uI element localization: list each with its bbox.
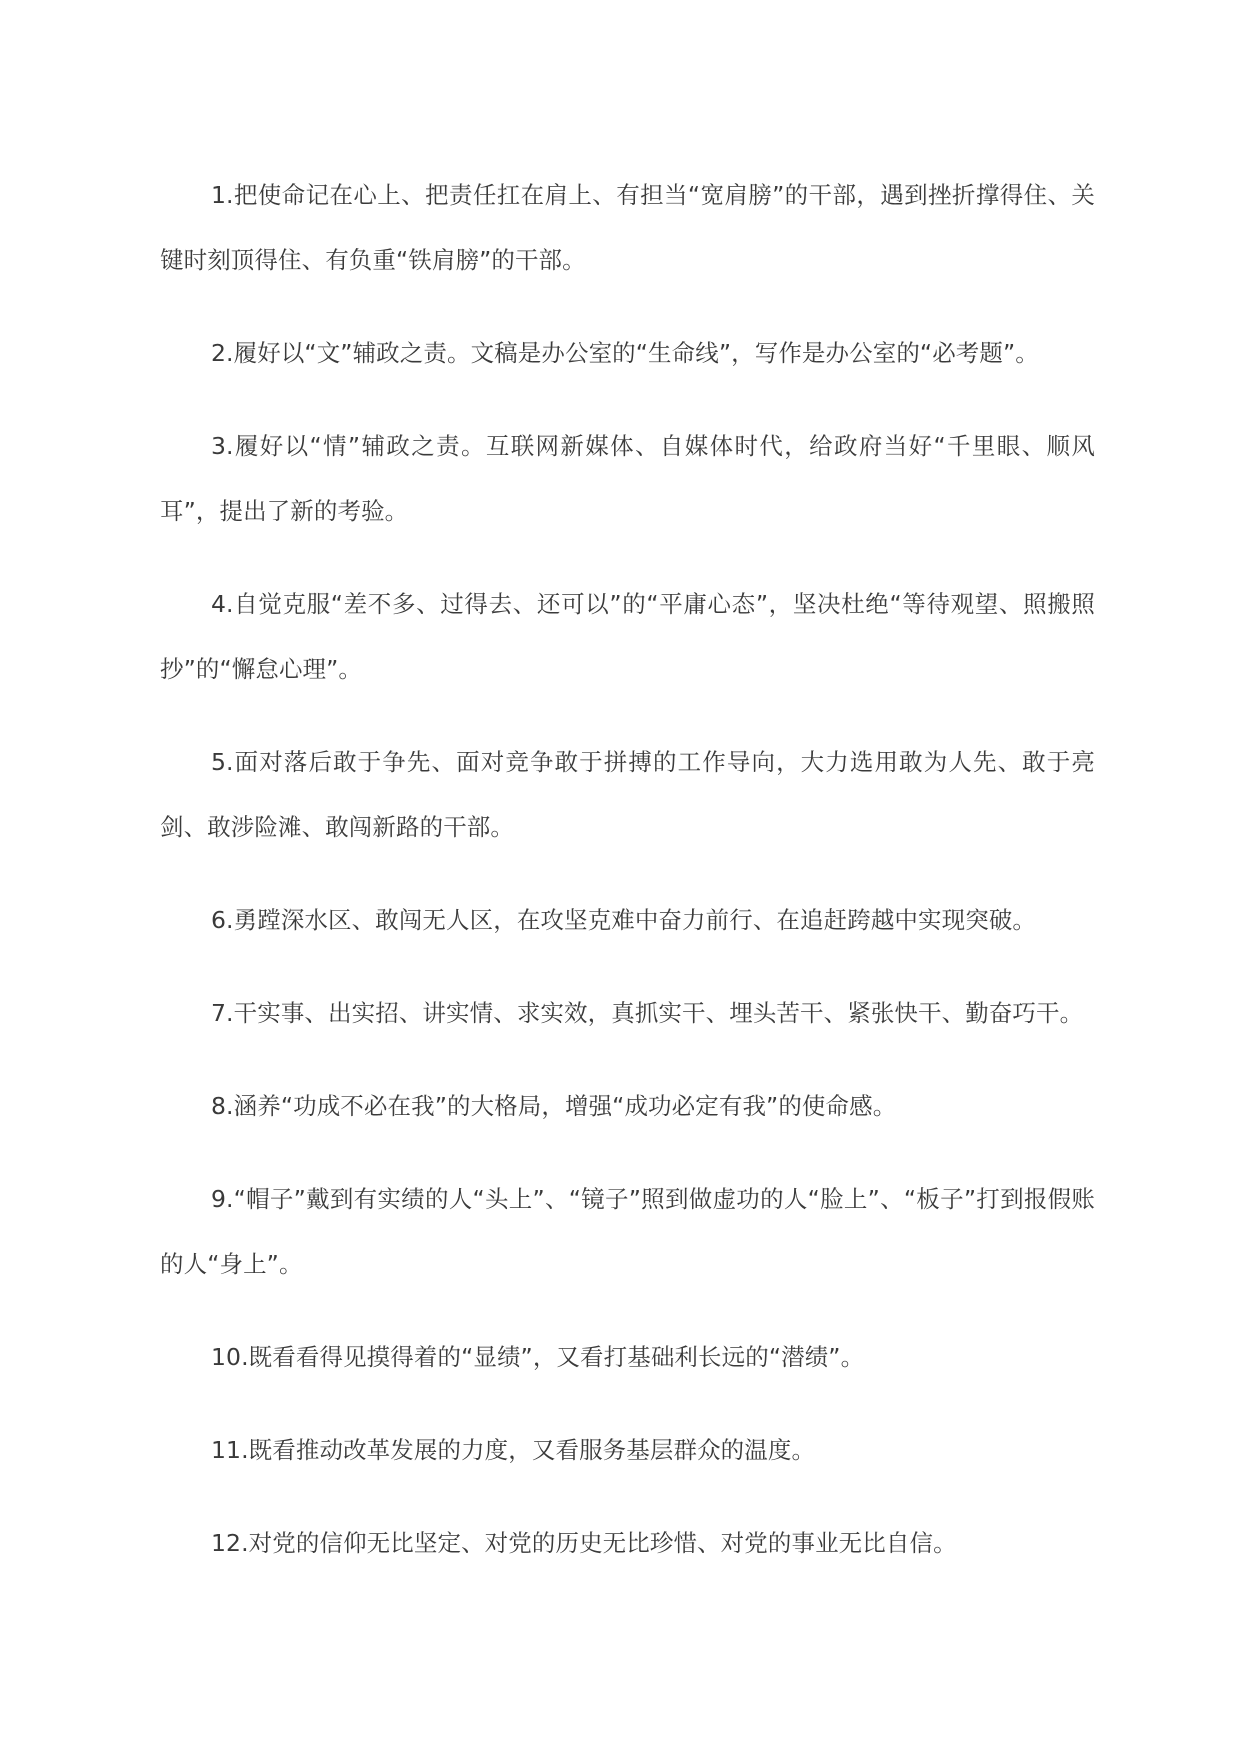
paragraph-2: 2.履好以“文”辅政之责。文稿是办公室的“生命线”，写作是办公室的“必考题”。 xyxy=(211,339,1039,367)
paragraph-9: 9.“帽子”戴到有实绩的人“头上”、“镜子”照到做虚功的人“脸上”、“板子”打到报假账的人“身上”。 xyxy=(160,1185,1095,1278)
paragraph-12: 12.对党的信仰无比坚定、对党的历史无比珍惜、对党的事业无比自信。 xyxy=(211,1529,957,1557)
paragraph-8: 8.涵养“功成不必在我”的大格局，增强“成功必定有我”的使命感。 xyxy=(211,1092,897,1120)
paragraph-7: 7.干实事、出实招、讲实情、求实效，真抓实干、埋头苦干、紧张快干、勤奋巧干。 xyxy=(211,999,1084,1027)
paragraph-1: 1.把使命记在心上、把责任扛在肩上、有担当“宽肩膀”的干部，遇到挫折撑得住、关键时刻顶得住、有负重“铁肩膀”的干部。 xyxy=(160,181,1095,274)
paragraph-5: 5.面对落后敢于争先、面对竞争敢于拼搏的工作导向，大力选用敢为人先、敢于亮剑、敢涉险滩、敢闯新路的干部。 xyxy=(160,748,1095,841)
paragraph-3: 3.履好以“情”辅政之责。互联网新媒体、自媒体时代，给政府当好“千里眼、顺风耳”，提出了新的考验。 xyxy=(160,432,1095,525)
document-body xyxy=(160,163,1095,1604)
paragraph-4: 4.自觉克服“差不多、过得去、还可以”的“平庸心态”，坚决杜绝“等待观望、照搬照抄”的“懈怠心理”。 xyxy=(160,590,1095,683)
paragraph-6: 6.勇蹚深水区、敢闯无人区，在攻坚克难中奋力前行、在追赶跨越中实现突破。 xyxy=(211,906,1037,934)
paragraph-11: 11.既看推动改革发展的力度，又看服务基层群众的温度。 xyxy=(211,1436,816,1464)
paragraph-10: 10.既看看得见摸得着的“显绩”，又看打基础利长远的“潜绩”。 xyxy=(211,1343,865,1371)
